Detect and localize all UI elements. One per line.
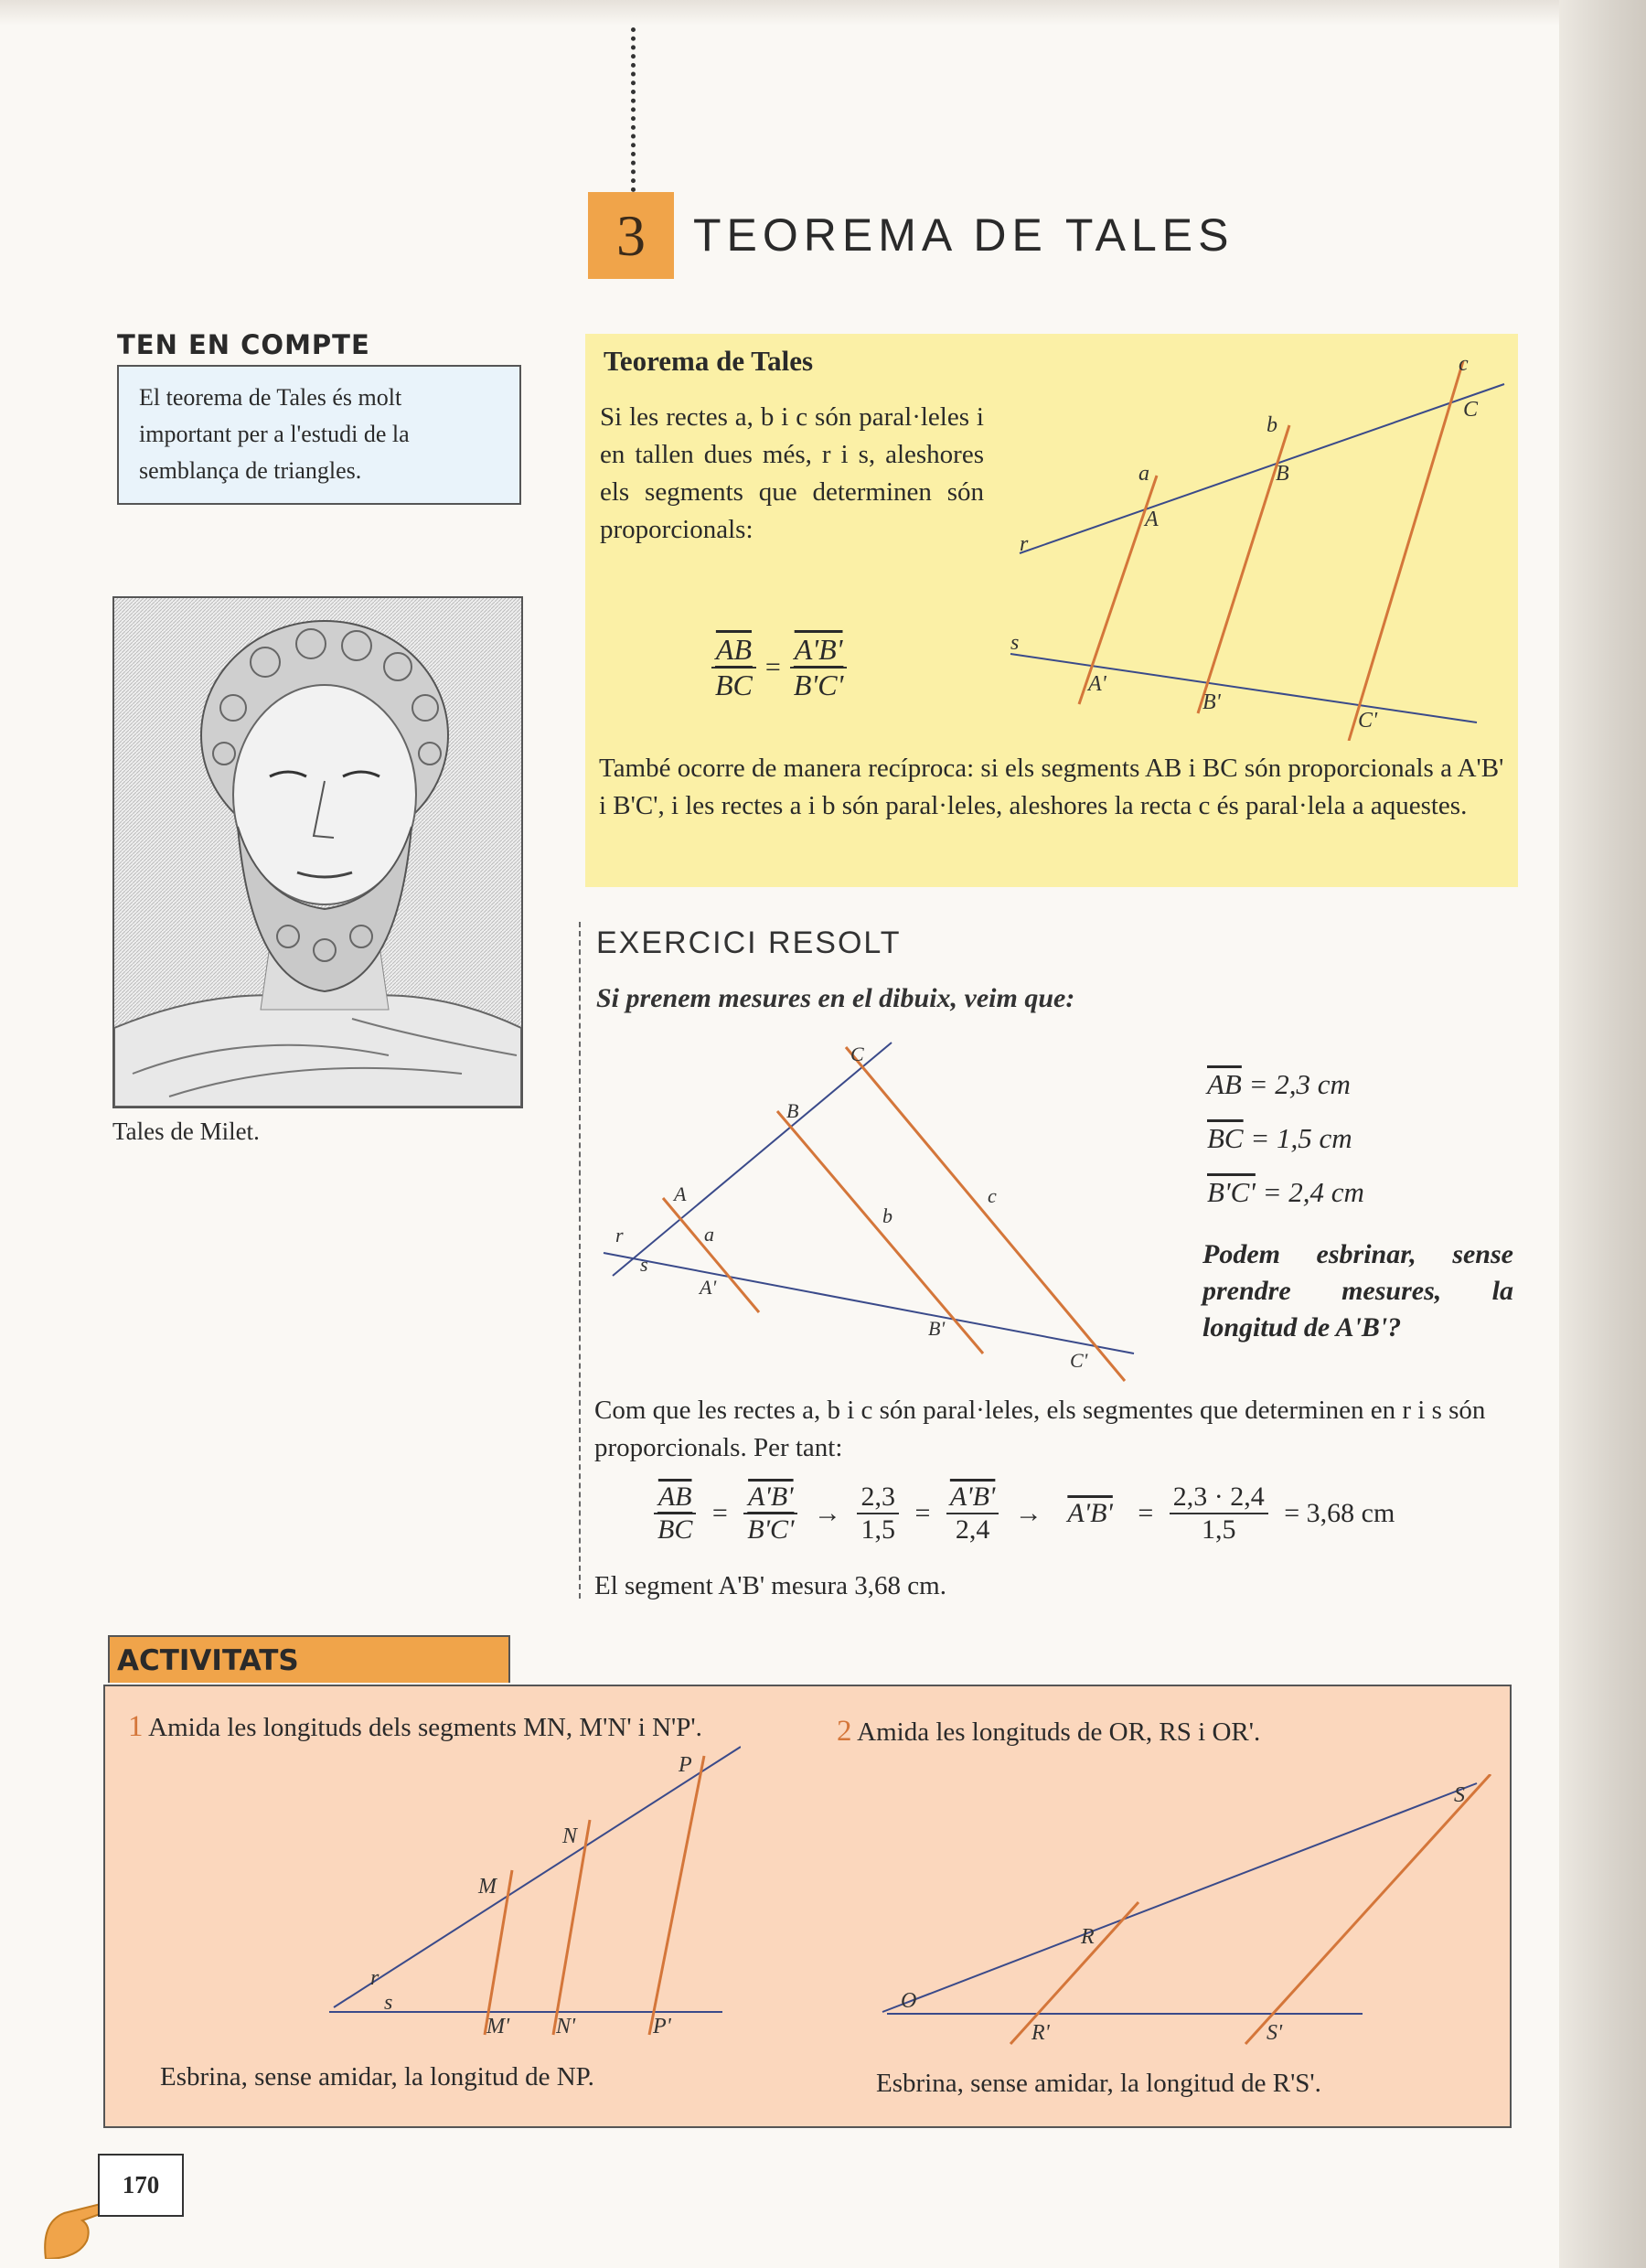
fraction-numerator: $\overline{AB}$ [654,1482,696,1514]
activity-1-diagram [329,1742,741,2053]
label-r: r [615,1224,624,1246]
section-title: TEOREMA DE TALES [693,209,1234,261]
fraction-denominator: B'C' [747,1514,795,1545]
activity-number: 2 [837,1715,852,1748]
label-M: M [478,1875,497,1899]
theorem-formula [711,633,847,702]
label-a: a [1138,462,1149,486]
label-B-prime: B' [928,1317,946,1340]
label-b: b [882,1204,892,1227]
note-box [117,365,521,505]
activity-2-footer: Esbrina, sense amidar, la longitud de R'S'. [876,2069,1321,2098]
label-a: a [704,1223,714,1246]
measure-value: = 2,4 cm [1262,1176,1364,1208]
exercise-margin-rule [579,922,581,1599]
exercise-diagram [599,1029,1148,1395]
label-C: C [1463,398,1479,422]
exercise-title: EXERCICI RESOLT [596,925,902,960]
result-segment: A'B' [1067,1498,1113,1528]
fraction-denominator: B'C' [793,669,844,701]
fraction [1170,1482,1268,1546]
fraction-numerator: 2,3 · 2,4 [1170,1482,1268,1514]
exercise-conclusion: El segment A'B' mesura 3,68 cm. [594,1571,946,1600]
page-top-edge [0,0,1646,26]
dotted-divider [631,27,636,192]
label-b: b [1267,413,1277,437]
note-text: El teorema de Tales és molt important per a l'estudi de la semblança de triangles. [139,384,410,484]
label-R-prime: R' [1031,2021,1050,2045]
fraction-a1b1-b1c1 [790,633,848,702]
fraction-denominator: 2,4 [955,1514,990,1545]
label-A: A [1145,508,1159,531]
measure-value: = 1,5 cm [1250,1122,1352,1154]
label-A-prime: A' [1088,672,1106,696]
note-title: TEN EN COMPTE [117,329,370,360]
line-n [553,1820,590,2035]
activity-1-footer: Esbrina, sense amidar, la longitud de NP. [160,2062,594,2091]
label-A-prime: A' [700,1276,717,1299]
label-B-prime: B' [1202,690,1221,714]
label-P-prime: P' [653,2015,671,2038]
result-value: = 3,68 cm [1284,1498,1395,1528]
exercise-subtitle: Si prenem mesures en el dibuix, veim que: [596,983,1075,1013]
equals-sign: = [914,1498,931,1528]
measure-b1c1 [1207,1176,1364,1209]
fraction-numerator: A'B' [743,1482,797,1514]
equals-sign: = [1138,1498,1154,1528]
label-S: S [1454,1783,1465,1807]
exercise-question: Podem esbrinar, sense prendre mesures, la longitud de A'B'? [1202,1239,1513,1343]
label-s: s [1010,631,1020,655]
label-O: O [901,1989,917,2013]
label-C: C [850,1043,864,1065]
fraction [654,1482,696,1546]
label-s: s [640,1253,648,1276]
label-s: s [384,1991,393,2015]
label-r: r [1020,532,1029,556]
exercise-formula [654,1482,1404,1546]
arrow-icon: → [1014,1498,1042,1528]
label-r: r [370,1966,379,1990]
line-p [649,1756,704,2035]
theorem-reciprocal: També ocorre de manera recíproca: si els segments AB i BC són proporcionals a A'B' i B'C', i les rectes a i b són paral·leles, aleshores la recta c és paral·lela a aquestes. [599,754,1504,820]
label-M-prime: M' [486,2015,510,2038]
line-r [613,1043,892,1276]
line-ray-upper [882,1783,1477,2012]
bust-image [114,598,521,1107]
activities-title: ACTIVITATS [108,1635,510,1683]
measure-segment: $\overline{AB}$ [1207,1068,1242,1100]
label-B: B [1276,462,1289,486]
equals-sign: = [764,652,781,682]
theorem-title: Teorema de Tales [604,345,814,377]
measure-segment: B'C' [1207,1176,1256,1208]
fraction [743,1482,797,1546]
fraction-denominator: BC [715,669,753,701]
fraction-denominator: 1,5 [860,1514,895,1545]
thales-portrait [112,596,523,1108]
line-s [1010,654,1477,722]
label-C-prime: C' [1358,709,1378,733]
activity-1 [128,1708,786,1746]
fraction [946,1482,999,1546]
portrait-caption: Tales de Milet. [112,1118,260,1145]
theorem-statement: Si les rectes a, b i c són paral·leles i en tallen dues més, r i s, aleshores els segments que determinen són proporcionals: [600,402,984,544]
activity-number: 1 [128,1710,144,1743]
measure-ab [1207,1068,1351,1101]
label-c: c [1459,357,1469,376]
measure-value: = 2,3 cm [1248,1068,1351,1100]
fraction-numerator: A'B' [790,633,848,669]
label-C-prime: C' [1070,1349,1088,1372]
label-R: R [1081,1925,1095,1949]
label-N: N [562,1824,578,1848]
label-P: P [679,1753,692,1777]
exercise-explanation: Com que les rectes a, b i c són paral·leles, els segmentes que determinen en r i s són proporcionals. Per tant: [594,1396,1486,1462]
line-s [604,1253,1134,1353]
fraction-denominator: 1,5 [1202,1514,1236,1545]
activity-2-diagram [878,1774,1500,2049]
label-S-prime: S' [1267,2021,1283,2045]
fraction-ab-bc [711,633,756,702]
activity-text: Amida les longituds dels segments MN, M'N' i N'P'. [148,1713,702,1742]
line-s [1245,1774,1491,2044]
theorem-diagram [997,357,1509,741]
fraction-numerator: A'B' [946,1482,999,1514]
activity-2 [837,1715,1260,1749]
fraction [857,1482,899,1546]
page-number: 170 [98,2154,184,2217]
arrow-icon: → [813,1498,841,1528]
label-N-prime: N' [556,2015,576,2038]
line-r [1010,1902,1138,2044]
line-b [777,1111,983,1353]
label-c: c [988,1184,997,1207]
fraction-denominator: BC [657,1514,693,1545]
measure-segment: $\overline{BC}$ [1207,1122,1244,1154]
equals-sign: = [711,1498,728,1528]
fraction-numerator: $\overline{AB}$ [711,633,756,669]
section-number: 3 [588,192,674,279]
label-A: A [674,1182,687,1205]
fraction-numerator: 2,3 [857,1482,899,1514]
page-binding-edge [1559,0,1646,2268]
label-B: B [786,1099,799,1122]
activity-text: Amida les longituds de OR, RS i OR'. [857,1717,1261,1747]
measure-bc [1207,1122,1352,1155]
